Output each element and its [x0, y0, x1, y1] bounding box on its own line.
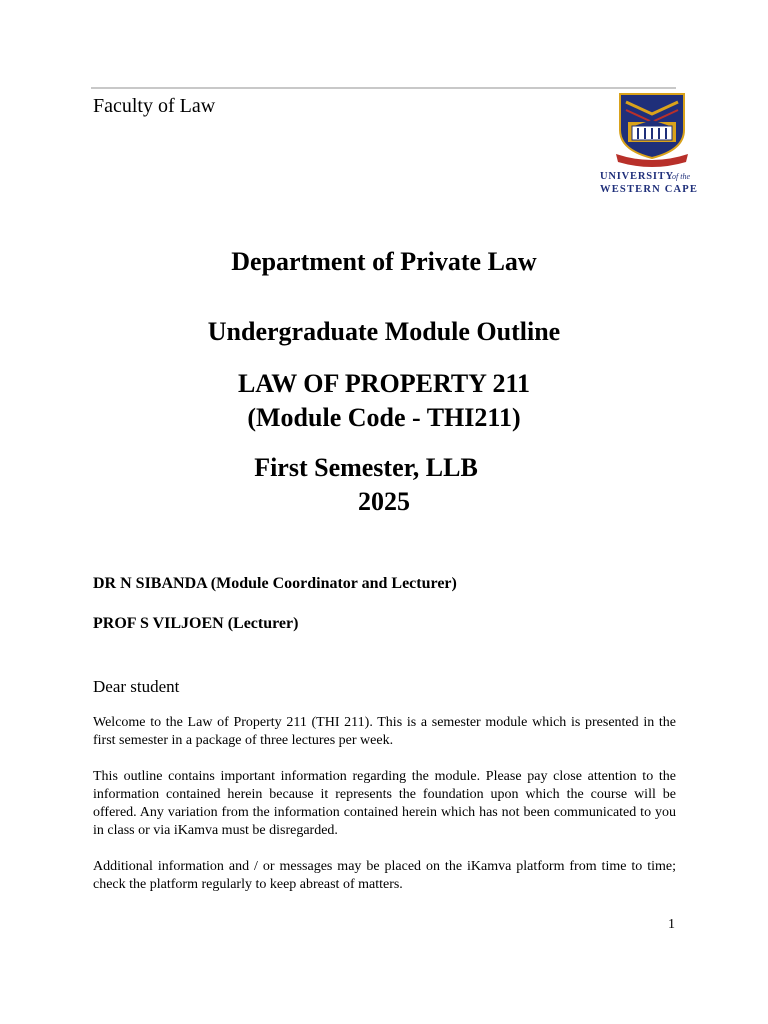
logo-institution-of-the: of the	[672, 172, 690, 181]
semester-label: First Semester, LLB	[254, 453, 478, 482]
greeting: Dear student	[93, 677, 180, 696]
university-crest-icon	[596, 92, 708, 196]
paragraph-additional-info: Additional information and / or messages may be placed on the iKamva platform from time to time; check the platform regularly to keep abreast of matters.	[93, 859, 676, 892]
page-number: 1	[668, 917, 675, 932]
paragraph-outline-info: This outline contains important information regarding the module. Please pay close attention to the information contained herein because it represents the foundation upon which the course will be offered. Any variation from the information contained herein which has not been communicated to you in class or via iKamva must be disregarded.	[93, 769, 676, 838]
department-title: Department of Private Law	[231, 247, 537, 276]
logo-institution-line1: UNIVERSITY	[600, 171, 674, 182]
logo-institution-line2: WESTERN CAPE	[600, 184, 699, 195]
staff-coordinator: DR N SIBANDA (Module Coordinator and Lecturer)	[93, 575, 457, 592]
module-name: LAW OF PROPERTY 211	[237, 369, 531, 398]
university-logo	[596, 92, 708, 196]
year-label: 2025	[358, 487, 410, 516]
faculty-label: Faculty of Law	[93, 95, 216, 117]
staff-lecturer: PROF S VILJOEN (Lecturer)	[93, 615, 299, 632]
module-code: (Module Code - THI211)	[247, 403, 521, 432]
paragraph-welcome: Welcome to the Law of Property 211 (THI 211). This is a semester module which is presented in the first semester in a package of three lectures per week.	[93, 715, 676, 748]
header-rule	[91, 87, 676, 89]
outline-title: Undergraduate Module Outline	[207, 317, 561, 346]
